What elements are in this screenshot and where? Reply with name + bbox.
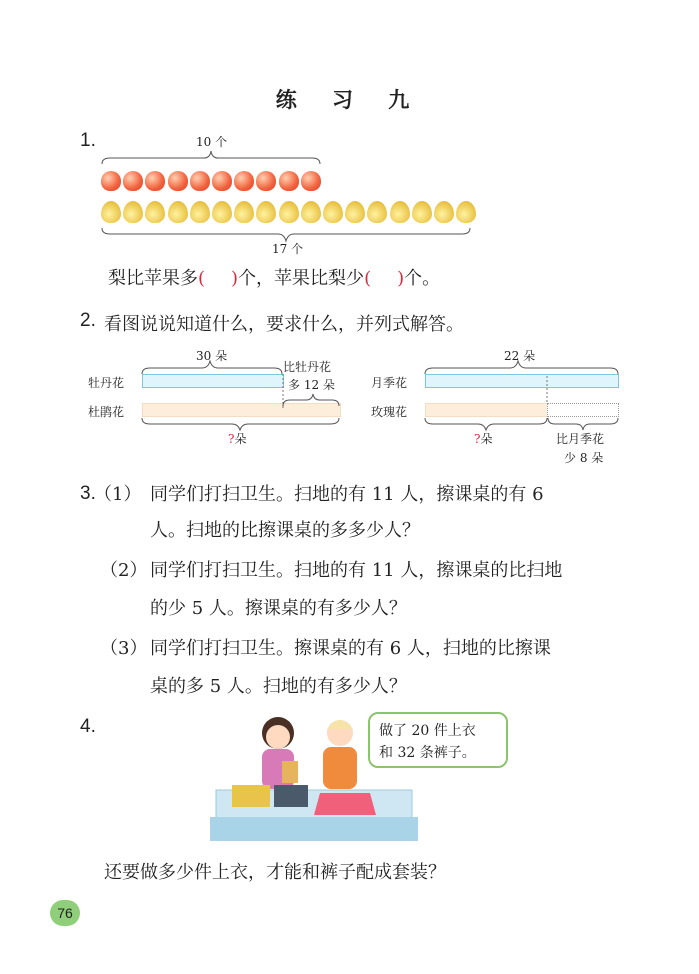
q3-3-line2: 桌的多 5 人。扫地的有多少人？ (150, 676, 407, 697)
q2-braces (140, 360, 630, 435)
q1-sentence: 梨比苹果多( )个，苹果比梨少( )个。 (108, 268, 441, 289)
apple-icon (123, 171, 143, 191)
q4-number: 4. (80, 716, 96, 737)
apple-icon (101, 171, 121, 191)
pear-icon (412, 201, 432, 223)
pear-icon (190, 201, 210, 223)
azalea-question: ?朵 (228, 432, 247, 446)
page-number: 76 (50, 900, 80, 926)
pear-icon (345, 201, 365, 223)
less-line2: 少 8 朵 (564, 451, 604, 465)
extra-line2: 多 12 朵 (288, 378, 335, 392)
extra-line1: 比牡丹花 (283, 360, 332, 374)
pear-icon (301, 201, 321, 223)
pear-icon (123, 201, 143, 223)
label-chinese-rose: 月季花 (371, 376, 408, 390)
pear-icon (101, 201, 121, 223)
page-title: 练 习 九 (275, 88, 424, 112)
label-azalea: 杜鹃花 (88, 405, 125, 419)
pear-icon (279, 201, 299, 223)
apple-icon (190, 171, 210, 191)
pear-icon (234, 201, 254, 223)
apple-icon (256, 171, 276, 191)
pear-icon (434, 201, 454, 223)
speech-line1: 做了 20 件上衣 (379, 723, 476, 739)
apple-icon (212, 171, 232, 191)
speech-bubble (368, 712, 508, 768)
pear-icon (168, 201, 188, 223)
q4-question: 还要做多少件上衣，才能和裤子配成套装？ (104, 862, 446, 883)
pear-icon (323, 201, 343, 223)
q3-2-line1: 同学们打扫卫生。扫地的有 11 人，擦课桌的比扫地 (150, 560, 563, 581)
pear-icon (456, 201, 476, 223)
label-rose: 玫瑰花 (371, 405, 408, 419)
less-line1: 比月季花 (556, 432, 605, 446)
q3-1-label: （1） (94, 484, 142, 505)
speech-line2: 和 32 条裤子。 (379, 745, 476, 761)
q2-prompt: 看图说说知道什么，要求什么，并列式解答。 (104, 314, 464, 335)
apples-count-label: 10 个 (196, 135, 228, 149)
apple-icon (145, 171, 165, 191)
q3-2-label: （2） (100, 560, 148, 581)
apple-icon (168, 171, 188, 191)
pear-icon (212, 201, 232, 223)
q3-number: 3. (80, 483, 96, 504)
apple-icon (301, 171, 321, 191)
pears-count-label: 17 个 (272, 242, 304, 256)
q3-1-line1: 同学们打扫卫生。扫地的有 11 人，擦课桌的有 6 (150, 484, 544, 505)
rose-question: ?朵 (474, 432, 493, 446)
apple-icon (234, 171, 254, 191)
apple-icon (279, 171, 299, 191)
q3-3-line1: 同学们打扫卫生。擦课桌的有 6 人，扫地的比擦课 (150, 638, 551, 659)
q3-3-label: （3） (100, 638, 148, 659)
q3-1-line2: 人。扫地的比擦课桌的多多少人？ (150, 520, 420, 541)
q2-number: 2. (80, 310, 96, 331)
q1-number: 1. (80, 130, 96, 151)
pear-icon (390, 201, 410, 223)
label-peony: 牡丹花 (88, 376, 125, 390)
q3-2-line2: 的少 5 人。擦课桌的有多少人？ (150, 598, 407, 619)
chinese-rose-value: 22 朵 (504, 349, 536, 363)
peony-value: 30 朵 (196, 349, 228, 363)
apples-brace (102, 151, 320, 164)
